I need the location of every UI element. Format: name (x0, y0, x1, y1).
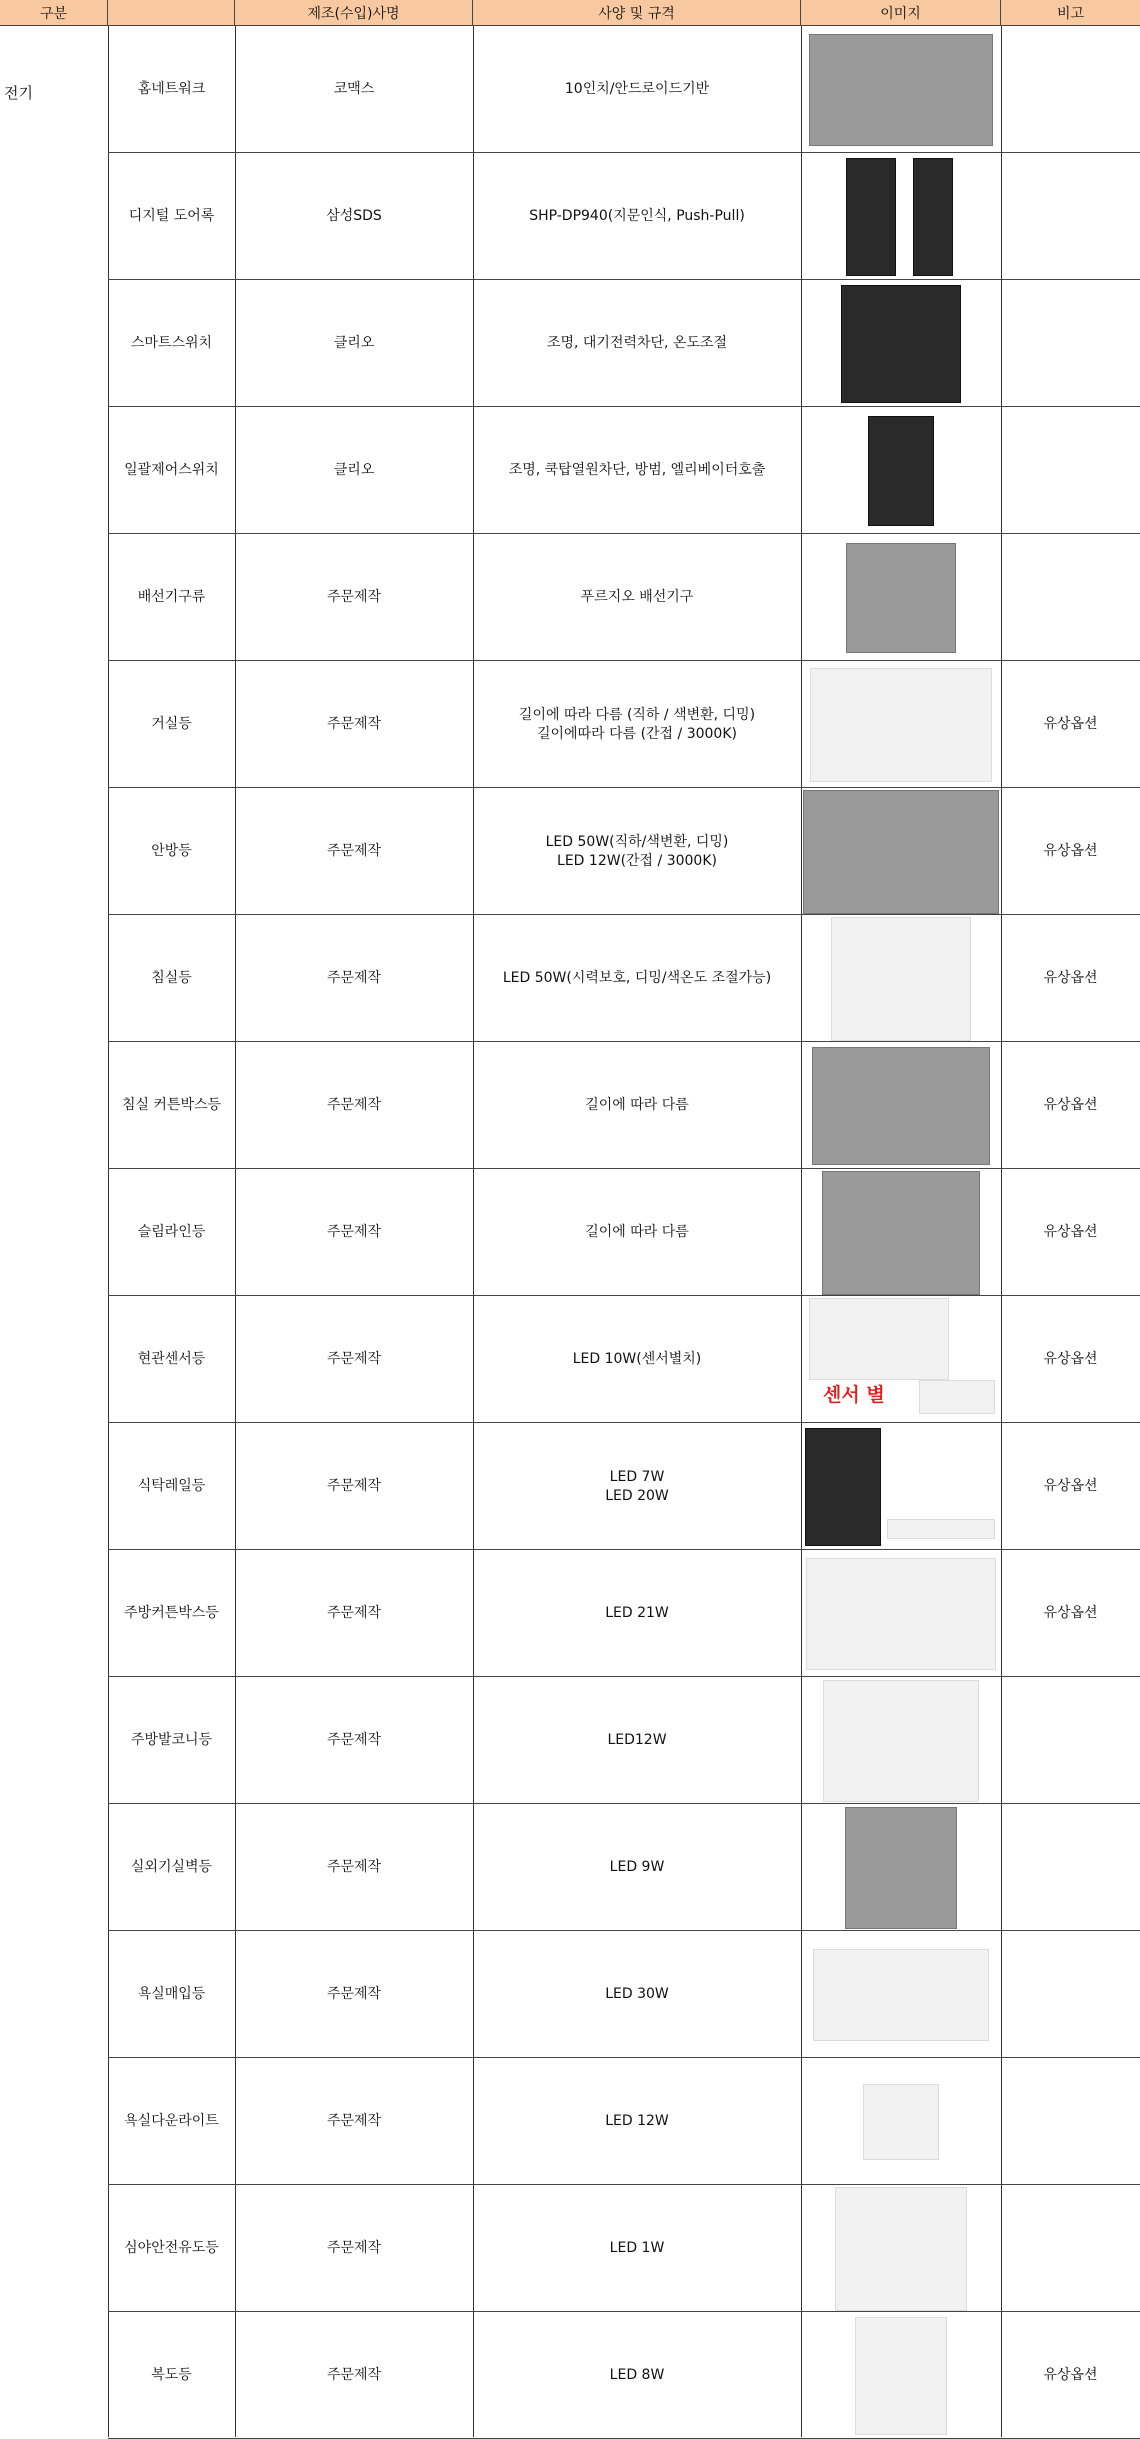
table-row (108, 2058, 1140, 2185)
bathroom-recessed-light-image (801, 1931, 1001, 2058)
item-note (1001, 26, 1140, 153)
item-name: 주방발코니등 (130, 1732, 213, 1748)
item-name: 현관센서등 (137, 1351, 206, 1367)
item-maker: 클리오 (333, 335, 375, 351)
item-note: 유상옵션 (1043, 716, 1098, 732)
table-row (108, 407, 1140, 534)
item-spec: SHP-DP940(지문인식, Push-Pull) (529, 208, 745, 224)
item-note: 유상옵션 (1043, 1097, 1098, 1113)
outdoor-unit-wall-light-image (801, 1804, 1001, 1931)
header-spacer (108, 0, 235, 26)
table-row (108, 1169, 1140, 1296)
item-maker: 주문제작 (326, 1351, 382, 1367)
item-maker: 주문제작 (326, 589, 382, 605)
corridor-light-image (801, 2312, 1001, 2439)
item-name: 디지털 도어록 (128, 208, 215, 224)
product-photo (809, 34, 993, 146)
item-maker: 주문제작 (326, 1859, 382, 1875)
table-row (108, 1804, 1140, 1931)
table-row (108, 26, 1140, 153)
item-maker: 주문제작 (326, 1224, 382, 1240)
category-label: 전기 (4, 84, 33, 102)
item-spec: LED 50W(직하/색변환, 디밍) LED 12W(간접 / 3000K) (545, 833, 729, 869)
item-name: 심야안전유도등 (124, 2240, 219, 2256)
item-note (1001, 1677, 1140, 1804)
header-category: 구분 (0, 0, 108, 26)
item-name: 주방커튼박스등 (124, 1605, 219, 1621)
table-row (108, 280, 1140, 407)
product-photo (887, 1519, 995, 1539)
table-row (108, 788, 1140, 915)
item-maker: 주문제작 (326, 2367, 382, 2383)
product-photo (805, 1428, 881, 1546)
table-row (108, 1931, 1140, 2058)
kitchen-curtain-light-image (801, 1550, 1001, 1677)
living-room-light-image (801, 661, 1001, 788)
header-image: 이미지 (801, 0, 1001, 26)
home-network-panel-image (801, 26, 1001, 153)
table-row (108, 153, 1140, 280)
item-spec: 푸르지오 배선기구 (580, 589, 694, 605)
item-spec: 10인치/안드로이드기반 (564, 81, 710, 97)
item-spec: LED 1W (609, 2240, 665, 2256)
item-note (1001, 1931, 1140, 2058)
bathroom-downlight-image (801, 2058, 1001, 2185)
item-name: 슬림라인등 (137, 1224, 206, 1240)
item-name: 스마트스위치 (130, 335, 213, 351)
item-maker: 주문제작 (326, 1732, 382, 1748)
kitchen-balcony-light-image (801, 1677, 1001, 1804)
item-spec: LED 9W (609, 1859, 665, 1875)
product-photo (919, 1380, 995, 1414)
item-note: 유상옵션 (1043, 1224, 1098, 1240)
item-maker: 주문제작 (326, 1478, 382, 1494)
item-spec: LED 12W (605, 2113, 669, 2129)
item-maker: 주문제작 (326, 2240, 382, 2256)
item-note: 유상옵션 (1043, 1605, 1098, 1621)
table-row (108, 1423, 1140, 1550)
item-spec: LED 8W (609, 2367, 665, 2383)
item-name: 복도등 (151, 2367, 192, 2383)
table-header (0, 0, 1140, 26)
item-note: 유상옵션 (1043, 1351, 1098, 1367)
item-name: 거실등 (151, 716, 192, 732)
item-maker: 주문제작 (326, 843, 382, 859)
item-note (1001, 153, 1140, 280)
item-note (1001, 2185, 1140, 2312)
product-photo (806, 1558, 996, 1670)
item-spec: 길이에 따라 다름 (585, 1224, 689, 1240)
master-switch-image (801, 407, 1001, 534)
product-photo (868, 416, 934, 526)
item-spec: LED 10W(센서별치) (572, 1351, 702, 1367)
product-photo (813, 1949, 989, 2041)
product-photo (863, 2084, 939, 2160)
product-photo (841, 285, 961, 403)
item-note (1001, 2058, 1140, 2185)
table-row (108, 1296, 1140, 1423)
item-name: 침실등 (151, 970, 192, 986)
header-maker: 제조(수입)사명 (235, 0, 473, 26)
product-photo (835, 2187, 967, 2311)
item-name: 배선기구류 (137, 589, 206, 605)
item-maker: 주문제작 (326, 1986, 382, 2002)
item-maker: 주문제작 (326, 716, 382, 732)
item-name: 홈네트워크 (137, 81, 206, 97)
item-name: 욕실매입등 (137, 1986, 206, 2002)
table-row (108, 2312, 1140, 2439)
slim-line-light-image (801, 1169, 1001, 1296)
product-photo (809, 1298, 949, 1380)
item-spec: LED 7W LED 20W (605, 1468, 669, 1504)
item-name: 침실 커튼박스등 (121, 1097, 222, 1113)
dining-rail-light-image (801, 1423, 1001, 1550)
item-name: 일괄제어스위치 (124, 462, 219, 478)
item-maker: 코맥스 (333, 81, 375, 97)
item-maker: 삼성SDS (326, 208, 382, 224)
item-name: 실외기실벽등 (130, 1859, 213, 1875)
table-row (108, 2185, 1140, 2312)
product-photo (831, 917, 971, 1041)
product-photo (823, 1680, 979, 1802)
table-row (108, 1550, 1140, 1677)
product-photo (812, 1047, 990, 1165)
product-photo (845, 1807, 957, 1929)
item-note: 유상옵션 (1043, 843, 1098, 859)
smart-switch-image (801, 280, 1001, 407)
item-maker: 주문제작 (326, 2113, 382, 2129)
door-lock-image (801, 153, 1001, 280)
item-note (1001, 407, 1140, 534)
product-photo (846, 158, 896, 276)
entrance-sensor-light-image (801, 1296, 1001, 1423)
table-row (108, 1677, 1140, 1804)
table-row (108, 661, 1140, 788)
header-note: 비고 (1056, 6, 1085, 22)
item-note (1001, 534, 1140, 661)
item-note: 유상옵션 (1043, 2367, 1098, 2383)
item-maker: 클리오 (333, 462, 375, 478)
item-spec: LED12W (607, 1732, 667, 1748)
table-row (108, 915, 1140, 1042)
item-note (1001, 1804, 1140, 1931)
night-guide-light-image (801, 2185, 1001, 2312)
item-note (1001, 280, 1140, 407)
item-spec: 길이에 따라 다름 (직하 / 색변환, 디밍) 길이에따라 다름 (간접 / 3000K) (518, 706, 756, 742)
product-photo (810, 668, 992, 782)
item-note: 유상옵션 (1043, 970, 1098, 986)
item-spec: LED 21W (605, 1605, 669, 1621)
item-spec: LED 30W (605, 1986, 669, 2002)
item-name: 욕실다운라이트 (124, 2113, 219, 2129)
table-row (108, 1042, 1140, 1169)
product-photo (803, 790, 999, 914)
item-spec: 길이에 따라 다름 (585, 1097, 689, 1113)
master-bedroom-light-image (801, 788, 1001, 915)
sensor-label: 센서 별 (823, 1384, 885, 1406)
item-maker: 주문제작 (326, 1605, 382, 1621)
product-photo (855, 2317, 947, 2435)
product-photo (846, 543, 956, 653)
product-photo (822, 1171, 980, 1295)
item-spec: 조명, 쿡탑열원차단, 방범, 엘리베이터호출 (508, 462, 766, 478)
header-spec: 사양 및 규격 (473, 0, 801, 26)
item-name: 식탁레일등 (137, 1478, 206, 1494)
bedroom-light-image (801, 915, 1001, 1042)
bedroom-curtain-light-image (801, 1042, 1001, 1169)
item-name: 안방등 (151, 843, 192, 859)
table-row (108, 534, 1140, 661)
item-maker: 주문제작 (326, 970, 382, 986)
product-photo (913, 158, 953, 276)
item-spec: LED 50W(시력보호, 디밍/색온도 조절가능) (502, 970, 772, 986)
outlet-image (801, 534, 1001, 661)
item-spec: 조명, 대기전력차단, 온도조절 (546, 335, 728, 351)
item-maker: 주문제작 (326, 1097, 382, 1113)
item-note: 유상옵션 (1043, 1478, 1098, 1494)
